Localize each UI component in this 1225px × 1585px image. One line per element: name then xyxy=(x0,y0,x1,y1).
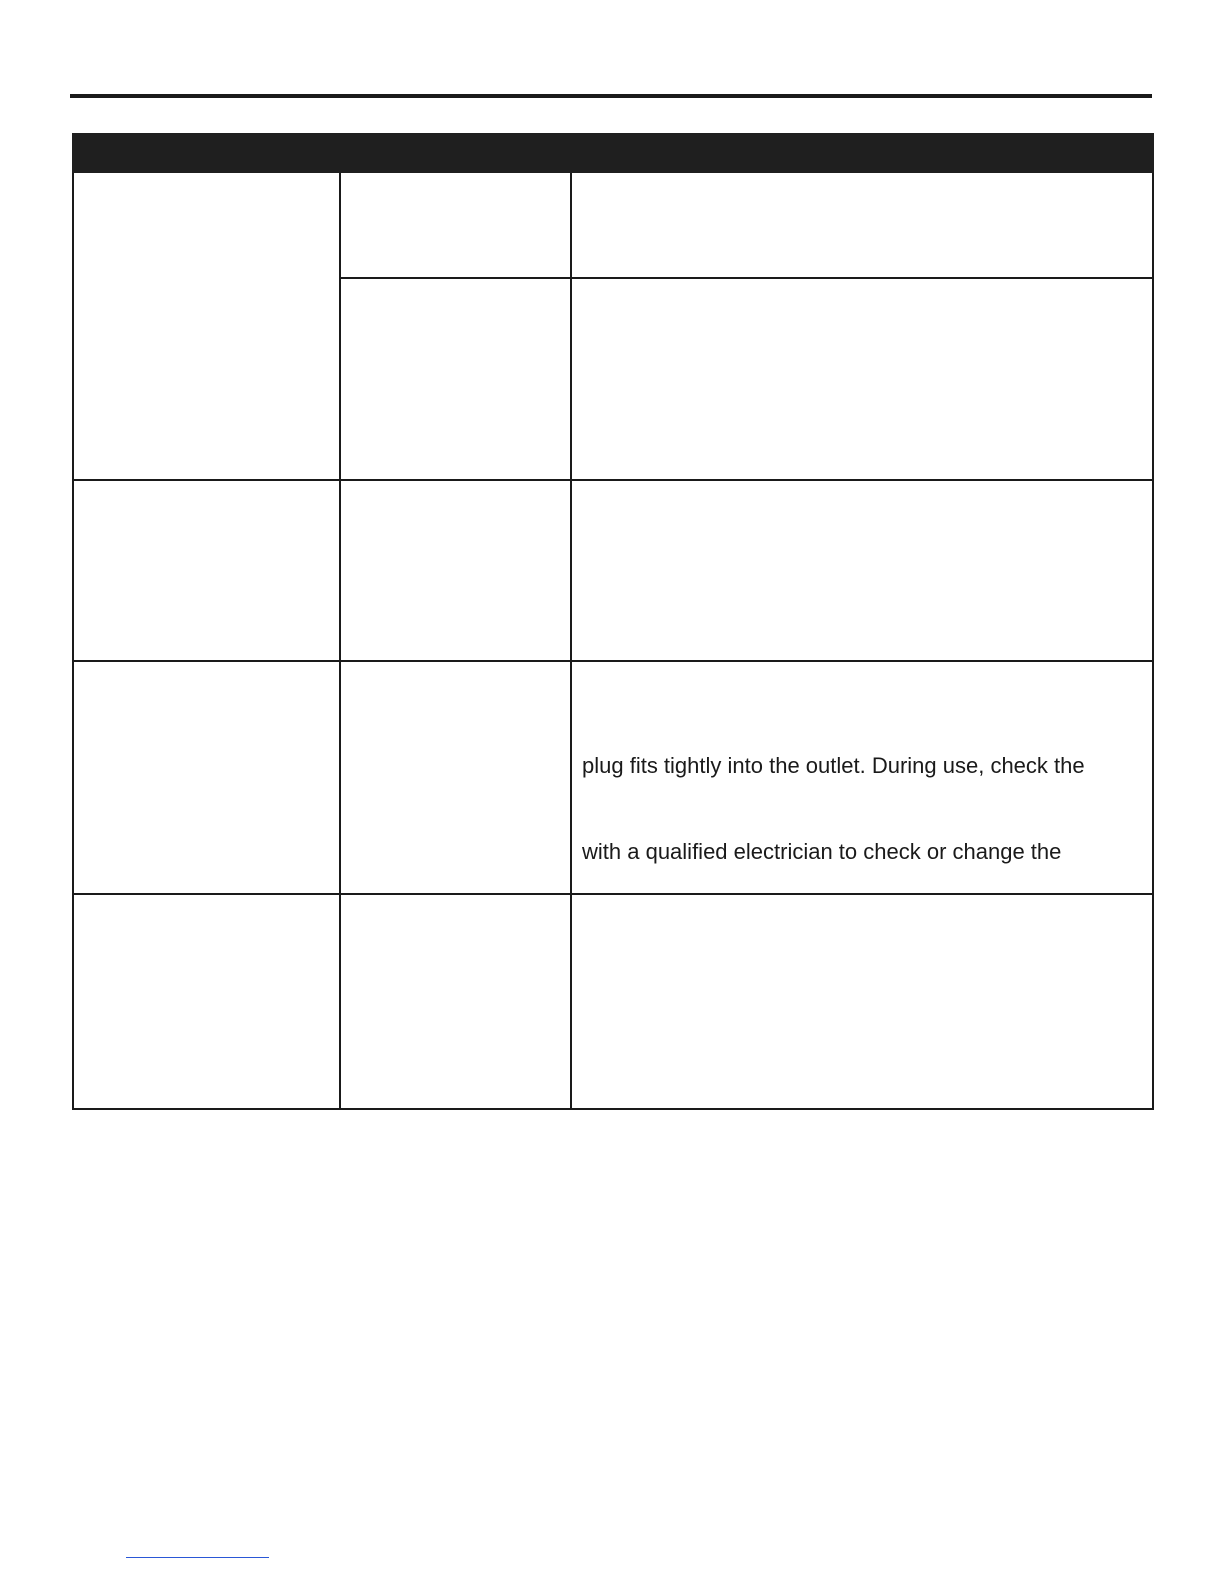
solution-cell xyxy=(571,480,1153,661)
table-row xyxy=(73,661,1153,894)
problem-cell xyxy=(73,480,340,661)
solution-cell xyxy=(571,278,1153,480)
table-row xyxy=(73,894,1153,1109)
cause-cell xyxy=(340,480,571,661)
solution-line: plug fits tightly into the outlet. During use, check the xyxy=(582,753,1085,778)
table-row xyxy=(73,480,1153,661)
solution-cell xyxy=(571,894,1153,1109)
solution-cell xyxy=(571,661,1153,894)
footer-link-underline[interactable] xyxy=(126,1557,269,1558)
table-header-row xyxy=(73,134,1153,172)
solution-cell xyxy=(571,172,1153,278)
cause-cell xyxy=(340,894,571,1109)
troubleshooting-table xyxy=(72,133,1154,1110)
problem-cell xyxy=(73,894,340,1109)
cause-cell xyxy=(340,661,571,894)
table-row xyxy=(73,172,1153,278)
problem-cell xyxy=(73,172,340,480)
troubleshooting-table-container xyxy=(72,133,1152,1110)
problem-cell xyxy=(73,661,340,894)
solution-line: with a qualified electrician to check or change the xyxy=(582,839,1062,864)
solution-line xyxy=(582,787,1142,830)
cause-cell xyxy=(340,172,571,278)
table-header-bar xyxy=(73,134,1153,172)
top-rule xyxy=(70,94,1152,98)
cause-cell xyxy=(340,278,571,480)
